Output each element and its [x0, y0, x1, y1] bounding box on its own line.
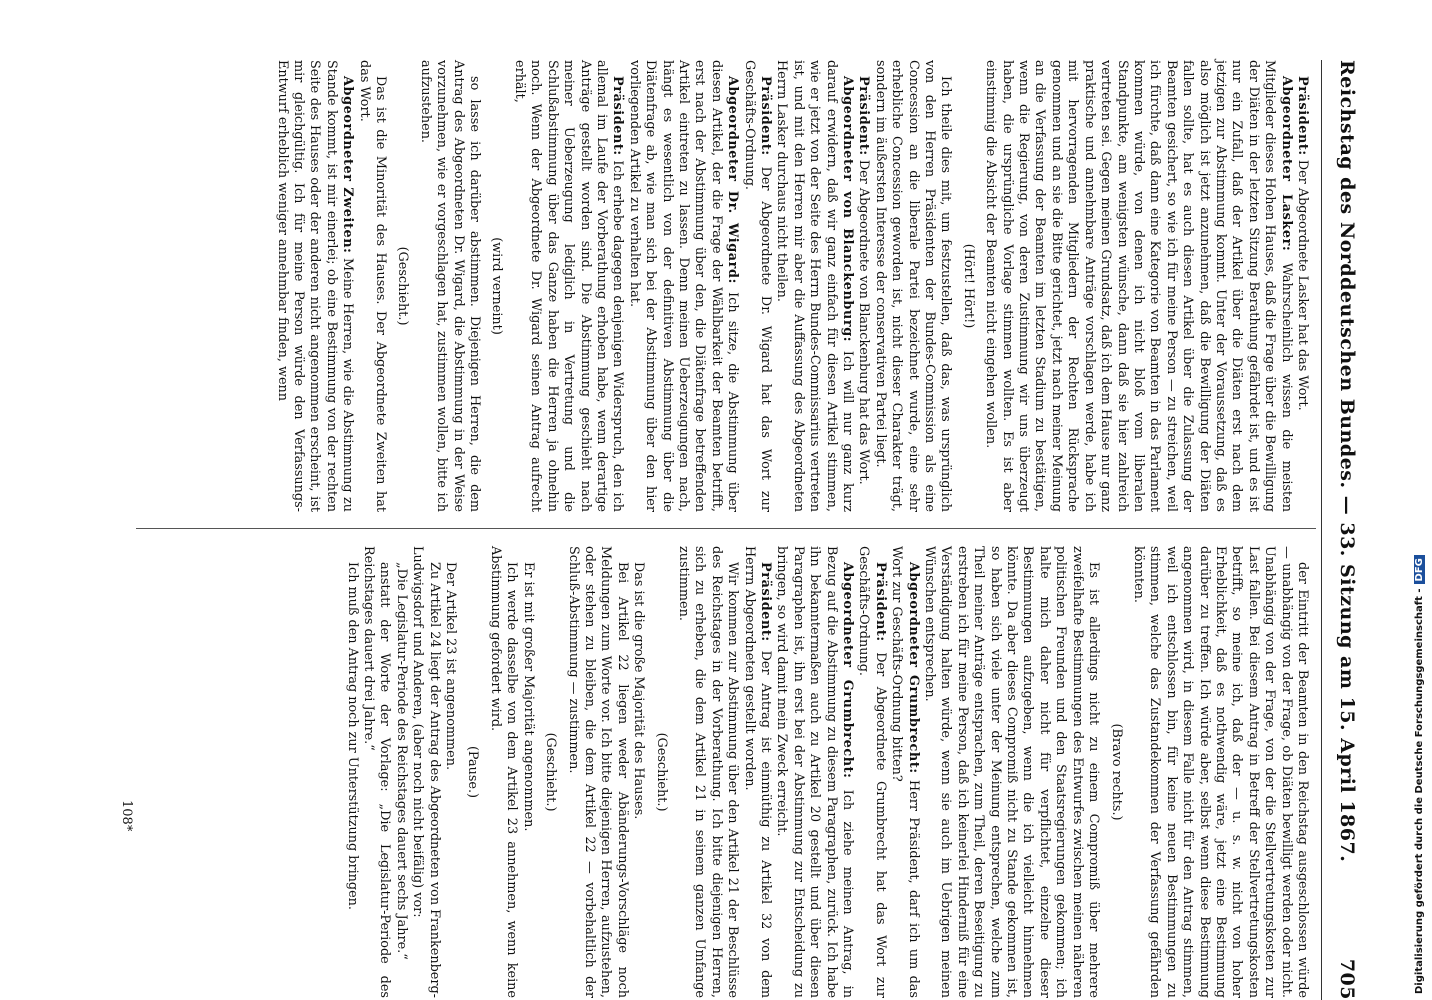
- speech-text: Der Artikel 23 ist angenommen.: [443, 562, 459, 771]
- interjection: (Geschieht.): [543, 732, 559, 812]
- speech-paragraph: [871, 60, 953, 512]
- speech-text: Es ist allerdings nicht zu einem Compromiß über mehrere zweifelhafte Bestimmungen des Entwurfes zwischen meinen näheren politischen Freunden und den Staatsregierungen gekommen; ich halte mich daher nicht für verpflichtet, einzelne dieser Bestimmungen aufzugeben, wenn die ich vielleicht hinnehmen könnte. Da aber dieses Compromiß nicht zu Stande gekommen ist, so haben sich viele unter der Meinung entsprechen, welche zum Theil meiner Anträge entsprachen, zum Theil, deren Beseitigung zu erstreben ich für meine Person, daß ich keinerlei Hinderniß für eine Verständigung halten würde, wenn sie auch im Uebrigen meinen Wünschen entsprechen.: [922, 546, 1102, 998]
- page-number: 705: [1336, 958, 1358, 1000]
- interjection: (Geschieht.): [653, 732, 669, 812]
- speech-paragraph: [409, 546, 442, 998]
- speech-text: Der Abgeordnete von Blanckenburg hat das Wort.: [856, 159, 872, 485]
- left-column: [273, 60, 1310, 512]
- speaker-name: Präsident:: [758, 562, 773, 642]
- speech-text: so lasse ich darüber abstimmen. Diejenigen Herren, die dem Antrag des Abgeordneten Dr. Wigard, die Abstimmung in der Weise vorzunehmen, wie er vorgeschlagen hat, zustimmen wollen, bitte ich aufzustehen.: [417, 60, 483, 512]
- speech-paragraph: [511, 60, 626, 512]
- speech-paragraph: [519, 546, 535, 998]
- speech-paragraph: [1294, 60, 1310, 512]
- running-head: [1328, 60, 1362, 1000]
- speech-text: Bei Artikel 22 liegen weder Abänderungs-Vorschläge noch Meldungen zum Worte vor. Ich bitte diejenigen Herren, aufzustehen, oder stehen zu bleiben, die dem Artikel 22 — vorbehaltlich der Schluß-Abstimmung — zustimmen.: [565, 546, 630, 998]
- speech-paragraph: [921, 546, 1101, 998]
- speech-text: Das ist die große Majorität des Hauses.: [631, 562, 647, 820]
- speech-text: Herr Präsident, darf ich um das Wort zur Geschäfts-Ordnung bitten?: [889, 546, 921, 999]
- speech-paragraph: [1130, 546, 1310, 998]
- speech-text: Der Abgeordnete Grumbrecht hat das Wort zur Geschäfts-Ordnung.: [856, 546, 888, 998]
- speech-paragraph: [343, 546, 359, 998]
- speaker-name: Präsident:: [758, 76, 773, 156]
- interjection: (Bravo rechts.): [1108, 723, 1124, 821]
- speech-paragraph: [625, 60, 740, 512]
- speech-paragraph: [888, 546, 921, 998]
- speech-paragraph: [630, 546, 646, 998]
- digitization-notice: [1414, 555, 1425, 994]
- speech-text: Ich will nur ganz kurz darauf erwidern, daß wir ganz einfach für diesen Artikel stimmen, wie er jetzt von der Seite des Herrn Bundes-Commissarius vertreten ist, und mit den Herren mir aber die Auffassung des Abgeordneten Herrn Lasker durchaus nicht theilen.: [774, 60, 856, 512]
- speech-text: Ich erhebe dagegen denjenigen Widerspruch, den ich allemal im Laufe der Vorberathung erhoben habe, wenn derartige Anträge gestellt worden sind. Die Abstimmung geschieht nach meiner Ueberzeugung lediglich in Vertretung und die Schlußabstimmung über das Ganze haben die Herren ja ohnehin noch. Wenn der Abgeordnete Dr. Wigard seinen Antrag aufrecht erhält,: [511, 60, 626, 512]
- speech-paragraph: [740, 546, 773, 998]
- speech-text: Meine Herren, wie die Abstimmung zu Stande kommt, ist mir einerlei; ob eine Bestimmung von der rechten Seite des Hauses oder der anderen nicht angenommen erscheint, ist mir gleichgültig. Ich für meine Person würde den Verfassungs-Entwurf erheblich weniger annehmbar finden, wenn: [274, 60, 356, 512]
- speech-text: Ich muß den Antrag noch zur Unterstützung bringen.: [344, 562, 360, 910]
- speech-paragraph: [355, 60, 388, 512]
- dfg-logo: DFG: [1414, 555, 1425, 584]
- speech-paragraph: [773, 60, 855, 512]
- speech-text: Der Abgeordnete Dr. Wigard hat das Wort zur Geschäfts-Ordnung.: [741, 60, 773, 512]
- speech-paragraph: [392, 546, 408, 998]
- speaker-name: Abgeordneter Lasker:: [1278, 76, 1294, 252]
- speech-paragraph: [416, 60, 482, 512]
- right-column: [343, 546, 1310, 998]
- speaker-name: Abgeordneter Zweiten:: [340, 76, 356, 254]
- speech-text: der Eintritt der Beamten in den Reichstag ausgeschlossen würde — unabhängig von der Frage, ob Diäten bewilligt werden oder nicht. Unabhängig von der Frage, von der die Stellvertretungskosten zur Last fallen. Bei diesem Antrag in Betreff der Stellvertretungskosten betrifft, so meine ich, daß der — u. s. w. nicht von hoher Erheblichkeit, daß es nothwendig wäre, jetzt eine Bestimmung darüber zu treffen. Ich würde aber, selbst wenn diese Bestimmung angenommen wird, in diesem Falle nicht für den Antrag stimmen, weil ich entschlossen bin, für keine neuen Bestimmungen zu stimmen, welche das Zustandekommen der Verfassung gefährden könnten.: [1130, 546, 1310, 998]
- speech-text: Er ist mit großer Majorität angenommen.: [520, 562, 536, 832]
- speech-paragraph: [773, 546, 855, 998]
- digitization-text: Digitalisierung gefördert durch die Deutsche Forschungsgemeinschaft -: [1414, 588, 1425, 994]
- speaker-name: Präsident:: [856, 76, 872, 156]
- speech-text: Das ist die Minorität des Hauses. Der Abgeordnete Zweiten hat das Wort.: [356, 60, 389, 512]
- speech-paragraph: [564, 546, 630, 998]
- speech-text: anstatt der Worte der Vorlage: „Die Legislatur-Periode des Reichstages dauert drei Jahre.“: [361, 546, 393, 998]
- signature-number: 108*: [119, 800, 134, 832]
- speech-text: Wahrscheinlich wissen die meisten Mitglieder dieses Hohen Hauses, daß die Frage über die Bewilligung der Diäten in der letzten Sitzung Berathung gefährdet ist, und es ist nur ein Zufall, daß der Artikel über die Diäten erst nach dem jetzigen zur Abstimmung kommt. Unter der Voraussetzung, daß es also möglich ist jetzt anzunehmen, daß die Bewilligung der Diäten fallen sollte, hat es auch diesen Artikel über die Zulassung der Beamten gesichert, so wie ich für meine Person — zu streichen, weil ich fürchte, daß dann eine Kategorie von Beamten in das Parlament kommen würde, von denen ich nicht bloß vom liberalen Standpunkte, am wenigsten wünsche, dann daß sie hier zahlreich vertreten sei. Gegen meinen Grundsatz, daß ich dem Hause nur ganz praktische und annehmbare Anträge vorschlagen werde, habe ich mit hervorragenden Mitgliedern der Rechten Rücksprache genommen und an sie die Bitte gerichtet, jetzt nach meiner Meinung an die Verfassung der Beamten im letzten Stadium zu bestätigen, wenn die Regierung, von deren Zustimmung wir uns überzeugt haben, die ursprüngliche Vorlage stimmen wollten. Es ist aber einstimmig die Absicht der Beamten nicht eingehen wollen.: [983, 60, 1294, 513]
- document-page: [80, 60, 1362, 1000]
- speech-text: Der Abgeordnete Lasker hat das Wort.: [1295, 159, 1310, 411]
- speech-text: Zu Artikel 24 liegt der Antrag des Abgeordneten von Frankenberg-Ludwigsdorf und Anderen, (aber noch nicht beifälig) vor:: [410, 546, 442, 998]
- interjection: (Hört! Hört!): [960, 243, 976, 329]
- interjection: (wird verneint): [489, 237, 505, 335]
- speaker-name: Abgeordneter Dr. Wigard:: [725, 76, 741, 284]
- speech-text: Der Antrag ist einmüthig zu Artikel 32 von dem Herrn Abgeordneten gestellt worden.: [741, 546, 773, 999]
- interjection: (Geschieht.): [395, 246, 411, 326]
- speech-paragraph: [855, 60, 871, 512]
- running-head-title: Reichstag des Norddeutschen Bundes. — 33. Sitzung am 15. April 1867.: [1336, 60, 1358, 863]
- speech-paragraph: [273, 60, 355, 512]
- header-rule: [1321, 60, 1322, 1000]
- column-divider: [136, 528, 1316, 529]
- speech-paragraph: [855, 546, 888, 998]
- speaker-name: Abgeordneter Grumbrecht:: [905, 562, 921, 774]
- speaker-name: Abgeordneter Grumbrecht:: [840, 562, 856, 779]
- interjection: (Pause.): [465, 745, 481, 799]
- speech-text: Wir kommen zur Abstimmung über den Artikel 21 der Beschlüsse des Reichstages in der Vorberathung. Ich bitte diejenigen Herren, sich zu erheben, die dem Artikel 21 in seinem ganzen Umfange zustimmen.: [675, 546, 741, 998]
- speech-paragraph: [982, 60, 1294, 512]
- speaker-name: Abgeordneter von Blanckenburg:: [840, 76, 856, 343]
- speaker-name: Präsident:: [1295, 76, 1310, 156]
- speech-text: Ich werde dasselbe von dem Artikel 23 annehmen, wenn keine Abstimmung gefordert wird.: [487, 546, 520, 998]
- speaker-name: Präsident:: [872, 562, 888, 642]
- speech-text: Ich ziehe meinen Antrag, in Bezug auf die Abstimmung zu diesem Paragraphen, zurück. Ich habe ihn bekanntermaßen auch zu Artikel 20 gestellt und über diesen Paragraphen ist, ihn erst bei der Abstimmung zur Entscheidung zu bringen, so wird damit mein Zweck erreicht.: [774, 546, 856, 998]
- speech-paragraph: [360, 546, 393, 998]
- speech-text: Ich theile dies mit, um festzustellen, daß das, was ursprünglich von den Herren Präsidenten der Bundes-Commission als eine Concession an die liberale Partei bezeichnet wurde, eine sehr erhebliche Concession geworden ist, nicht dieser Charakter trägt, sondern im äußersten Interesse der conservativen Partei liegt.: [872, 60, 954, 512]
- speech-paragraph: [442, 546, 458, 998]
- speech-paragraph: [487, 546, 520, 998]
- speech-paragraph: [675, 546, 741, 998]
- speaker-name: Präsident:: [610, 76, 626, 156]
- speech-text: „Die Legislatur-Periode des Reichstages dauert sechs Jahre.“: [393, 562, 409, 960]
- speech-paragraph: [740, 60, 773, 512]
- speech-text: Ich sitze, die Abstimmung über diesen Artikel, der die Frage der Wählbarkeit der Beamten betrifft, erst nach der Abstimmung über den, die Diätenfrage betreffenden Artikel eintreten zu lassen. Denn meinen Ueberzeugungen nach, hängt es wesentlich von der definitiven Abstimmung über die Diätenfrage ab, wie man sich bei der Abstimmung über den hier vorliegenden Artikel zu verhalten hat.: [626, 60, 741, 512]
